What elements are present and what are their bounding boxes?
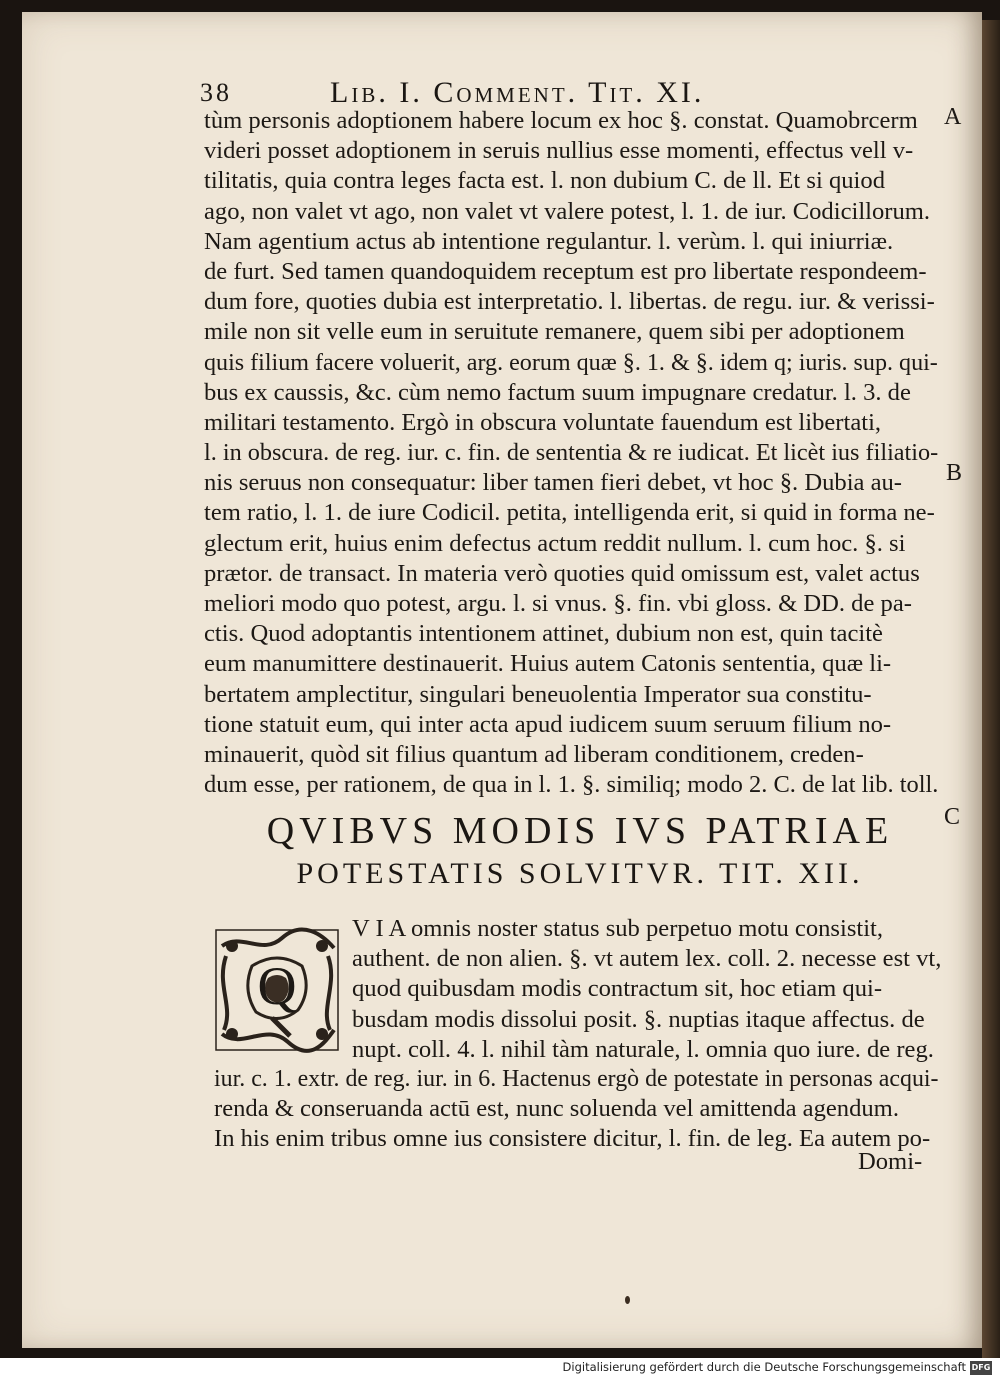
decorated-initial-ornament-icon: [212, 926, 342, 1054]
section-heading-line-1: QVIBVS MODIS IVS PATRIAE: [266, 810, 894, 852]
text-line: tùm personis adoptionem habere locum ex hoc §. constat. Quamobrcerm: [204, 107, 918, 134]
chapter-line: busdam modis dissolui posit. §. nuptias itaque affectus. de: [352, 1005, 925, 1033]
text-line: videri posset adoptionem in seruis nullius esse momenti, effectus vell v-: [204, 137, 914, 165]
text-line: nis seruus non consequatur: liber tamen fieri debet, vt hoc §. Dubia au-: [204, 469, 902, 497]
decorated-initial: [212, 926, 342, 1054]
page-edge: [982, 20, 1000, 1358]
text-line: mile non sit velle eum in seruitute remanere, quem sibi per adoptionem: [204, 318, 905, 346]
text-line: militari testamento. Ergò in obscura voluntate fauendum est libertati,: [204, 408, 882, 436]
running-title: Lib. I. Comment. Tit. XI.: [330, 76, 705, 109]
chapter-continuation-text: [214, 1064, 942, 1155]
chapter-line: quod quibusdam modis contractum sit, hoc etiam qui-: [352, 975, 883, 1003]
text-line: dum esse, per rationem, de qua in l. 1. §. similiq; modo 2. C. de lat lib. toll.: [204, 771, 939, 799]
text-line: Nam agentium actus ab intentione regulantur. l. verùm. l. qui iniurriæ.: [204, 227, 894, 255]
catchword: Domi-: [858, 1148, 923, 1175]
text-line: ago, non valet vt ago, non valet vt valere potest, l. 1. de iur. Codicillorum.: [204, 197, 931, 225]
text-line: dum fore, quoties dubia est interpretatio. l. libertas. de regu. iur. & verissi-: [204, 288, 935, 316]
footer-bar: [0, 1358, 1000, 1379]
chapter-line: V I A omnis noster status sub perpetuo motu consistit,: [352, 915, 884, 942]
chapter-line: nupt. coll. 4. l. nihil tàm naturale, l. omnia quo iure. de reg.: [352, 1035, 934, 1063]
initial-letter: Q: [257, 956, 297, 1016]
margin-letter-b: B: [946, 460, 963, 486]
text-line: tilitatis, quia contra leges facta est. l. non dubium C. de ll. Et si quiod: [204, 167, 885, 195]
text-line: tem ratio, l. 1. de iure Codicil. petita, intelligenda erit, si quid in forma ne-: [204, 499, 935, 527]
section-heading: [200, 808, 960, 894]
text-line: quis filium facere voluerit, arg. eorum quæ §. 1. & §. idem q; iuris. sup. qui-: [204, 349, 938, 376]
chapter-line: authent. de non alien. §. vt autem lex. coll. 2. necesse est vt,: [352, 945, 942, 973]
text-line: glectum erit, huius enim defectus actum reddit nullum. l. cum hoc. §. si: [204, 529, 906, 557]
text-line: eum manumittere destinauerit. Huius autem Catonis sententia, quæ li-: [204, 650, 892, 678]
text-line: bertatem amplectitur, singulari beneuolentia Imperator sua constitu-: [204, 680, 872, 708]
chapter-line: In his enim tribus omne ius consistere dicitur, l. fin. de leg. Ea autem po-: [214, 1125, 931, 1153]
text-line: bus ex caussis, &c. cùm nemo factum suum impugnare credatur. l. 3. de: [204, 378, 911, 406]
chapter-line: iur. c. 1. extr. de reg. iur. in 6. Hactenus ergò de potestate in personas acqui-: [214, 1066, 939, 1092]
chapter-line: renda & conseruanda actū est, nunc soluenda vel amittenda agendum.: [214, 1095, 899, 1123]
text-line: meliori modo quo potest, argu. l. si vnus. §. fin. vbi gloss. & DD. de pa-: [204, 590, 912, 617]
dfg-logo-icon: DFG: [970, 1361, 992, 1375]
chapter-opening-text: [352, 914, 942, 1065]
text-line: minauerit, quòd sit filius quantum ad liberam conditionem, creden-: [204, 740, 864, 768]
text-line: de furt. Sed tamen quandoquidem receptum est pro libertate respondeem-: [204, 257, 927, 285]
text-line: l. in obscura. de reg. iur. c. fin. de sententia & re iudicat. Et licèt ius filiatio-: [204, 439, 939, 467]
page-number: 38: [200, 78, 232, 107]
text-line: tione statuit eum, qui inter acta apud iudicem suum seruum filium no-: [204, 710, 892, 738]
text-line: ctis. Quod adoptantis intentionem attinet, dubium non est, quin tacitè: [204, 620, 883, 648]
text-line: prætor. de transact. In materia verò quoties quid omissum est, valet actus: [204, 559, 920, 587]
margin-letter-a: A: [944, 104, 962, 130]
paper-speck: [625, 1296, 630, 1304]
commentary-text: [204, 106, 942, 800]
funding-credit: Digitalisierung gefördert durch die Deutsche Forschungsgemeinschaft: [562, 1360, 966, 1374]
margin-letter-c: C: [944, 804, 961, 830]
section-heading-line-2: POTESTATIS SOLVITVR. TIT. XII.: [296, 857, 864, 890]
